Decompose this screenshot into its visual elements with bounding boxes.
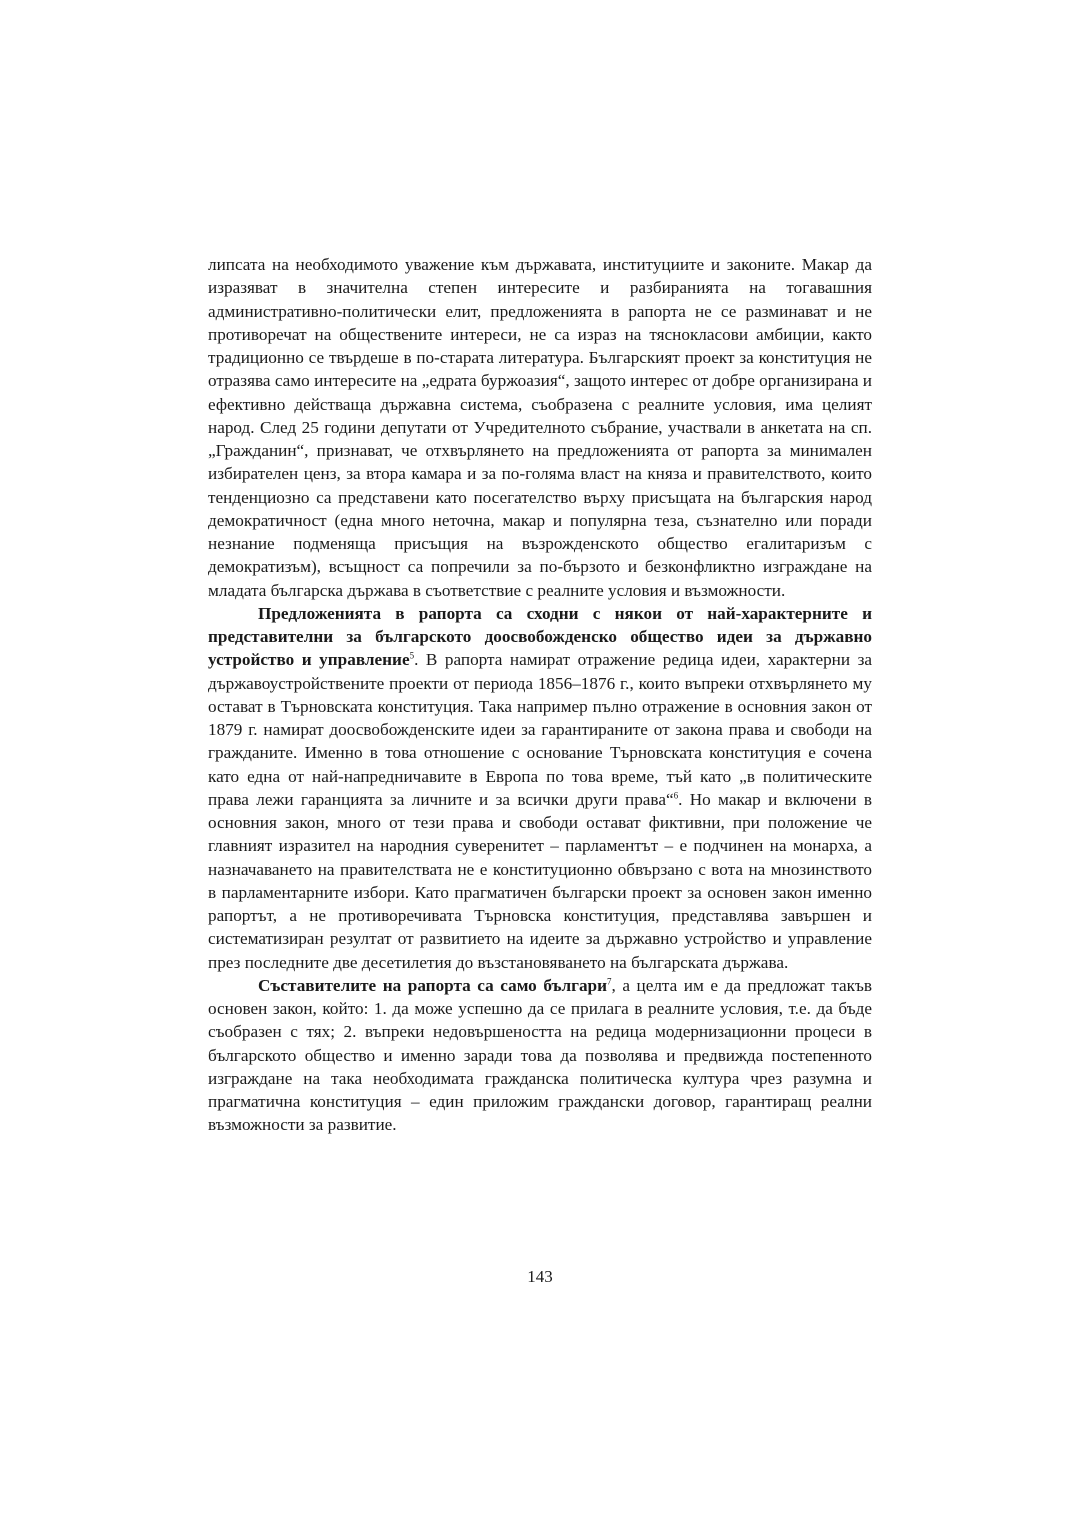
paragraph-2-text: . В рапорта намират отражение редица идеи, характерни за държавоустройствените проекти от периода 1856–1876 г., които въпреки отхвърлянето му остават в Търновската конституция. Така например пълно отражение в основния закон от 1879 г. намират доосвобожденските идеи за гарантираните от закона права и свободи на гражданите. Именно в това отношение с основание Търновската конституция е сочена като една от най-напредничавите в Европа по това време, тъй като „в политическите права лежи гаранцията за личните и за всички други права“ — [208, 650, 872, 809]
paragraph-2-text-after: . Но макар и включени в основния закон, много от тези права и свободи остават фиктивни, при положение че главният изразител на народния суверенитет – парламентът – е подчинен на монарха, а назначаването на правителствата не е конституционно обвързано с вота на мнозинството в парламентарните избори. Като прагматичен български проект за основен закон именно рапортът, а не противоречивата Търновска конституция, представлява завършен и систематизиран резултат от развитието на идеите за държавно устройство и управление през последните две десетилетия до възстановяването на българската държава. — [208, 789, 872, 972]
paragraph-3 — [208, 974, 872, 1137]
paragraph-3-text: , а целта им е да предложат такъв основен закон, който: 1. да може успешно да се прилага в реалните условия, т.е. да бъде съобразен с тях; 2. въпреки недовършеността на редица модернизационни процеси в българското общество и именно заради това да позволява и предвижда постепенното изграждане на така необходимата гражданска политическа култура чрез разумна и прагматична конституция – един приложим граждански договор, гарантиращ реални възможности за развитие. — [208, 975, 872, 1135]
paragraph-1-text: липсата на необходимото уважение към държавата, институциите и законите. Макар да изразяват в значителна степен интересите и разбиранията на тогавашния административно-политически елит, предложенията в рапорта не се разминават и не противоречат на обществените интереси, не са израз на тяснокласови амбиции, както традиционно се твърдеше в по-старата литература. Българският проект за конституция не отразява само интересите на „едрата буржоазия“, защото интерес от добре организирана и ефективно действаща държавна система, съобразена с реалните условия, има целият народ. След 25 години депутати от Учредителното събрание, участвали в анкетата на сп. „Гражданин“, признават, че отхвърлянето на предложенията от рапорта за минимален избирателен ценз, за втора камара и за по-голяма власт на княза и правителството, които тенденциозно са представени като посегателство върху присъщата на българския народ демократичност (една много неточна, макар и популярна теза, съзнателно или поради незнание подменяща присъщия на възрожденското общество егалитаризъм с демократизъм), всъщност са попречили за по-бързото и безконфликтно изграждане на младата българска държава в съответствие с реалните условия и възможности. — [208, 255, 872, 600]
page-body — [208, 253, 872, 1137]
paragraph-1 — [208, 253, 872, 602]
page-number: 143 — [527, 1267, 553, 1286]
footnote-ref-6[interactable]: 6 — [673, 790, 679, 801]
footnote-ref-5[interactable]: 5 — [409, 650, 415, 661]
paragraph-3-bold-lead: Съставителите на рапорта са само българи — [258, 975, 608, 995]
paragraph-2 — [208, 602, 872, 974]
paragraph-2-bold-lead: Предложенията в рапорта са сходни с някои от най-характерните и представителни за българското доосвобожденско общество идеи за държавно устройство и управление — [208, 603, 872, 670]
footnote-ref-7[interactable]: 7 — [607, 976, 612, 987]
